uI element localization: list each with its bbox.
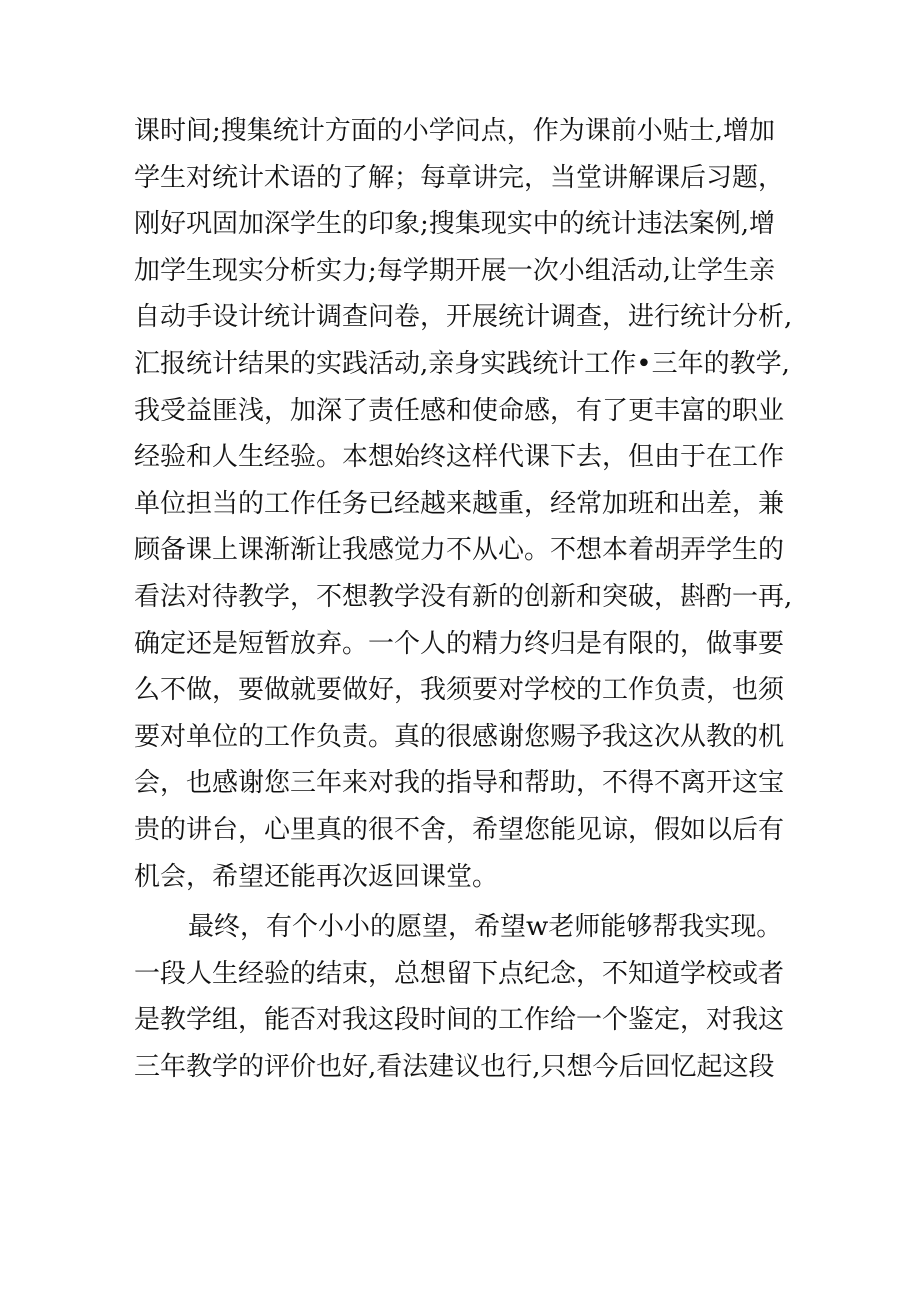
paragraph-line: 汇报统计结果的实践活动,亲身实践统计工作•三年的教学, xyxy=(134,348,790,379)
paragraph-line: 自动手设计统计调查问卷，开展统计调查，进行统计分析, xyxy=(134,302,793,333)
paragraph-1 xyxy=(134,108,814,900)
paragraph-line: 机会，希望还能再次返回课堂。 xyxy=(134,861,499,892)
paragraph-line: 经验和人生经验。本想始终这样代课下去，但由于在工作 xyxy=(134,442,785,473)
paragraph-line: 单位担当的工作任务已经越来越重，经常加班和出差，兼 xyxy=(134,488,785,519)
paragraph-line: 么不做，要做就要做好，我须要对学校的工作负责，也须 xyxy=(134,675,785,706)
paragraph-line: 看法对待教学，不想教学没有新的创新和突破，斟酌一再, xyxy=(134,581,793,612)
paragraph-line: 一段人生经验的结束，总想留下点纪念，不知道学校或者 xyxy=(134,958,785,989)
paragraph-line: 顾备课上课渐渐让我感觉力不从心。不想本着胡弄学生的 xyxy=(134,535,785,566)
paragraph-line: 刚好巩固加深学生的印象;搜集现实中的统计违法案例,增 xyxy=(134,209,776,240)
document-body xyxy=(134,108,814,1090)
paragraph-line: 加学生现实分析实力;每学期开展一次小组活动,让学生亲 xyxy=(134,255,776,286)
paragraph-line: 是教学组，能否对我这段时间的工作给一个鉴定，对我这 xyxy=(134,1005,785,1036)
paragraph-line: 会，也感谢您三年来对我的指导和帮助，不得不离开这宝 xyxy=(134,768,785,799)
paragraph-line: 要对单位的工作负责。真的很感谢您赐予我这次从教的机 xyxy=(134,721,785,752)
paragraph-line: 贵的讲台，心里真的很不舍，希望您能见谅，假如以后有 xyxy=(134,814,785,845)
paragraph-line: 三年教学的评价也好,看法建议也行,只想今后回忆起这段 xyxy=(134,1051,775,1082)
paragraph-line: 课时间;搜集统计方面的小学问点，作为课前小贴士,增加 xyxy=(134,116,776,146)
paragraph-2 xyxy=(134,904,814,1090)
paragraph-line: 确定还是短暂放弃。一个人的精力终归是有限的，做事要 xyxy=(134,628,785,659)
paragraph-line: 学生对统计术语的了解；每章讲完，当堂讲解课后习题， xyxy=(134,162,785,193)
paragraph-line: 我受益匪浅，加深了责任感和使命感，有了更丰富的职业 xyxy=(134,395,785,426)
paragraph-line: 最终，有个小小的愿望，希望w老师能够帮我实现。 xyxy=(188,912,783,943)
